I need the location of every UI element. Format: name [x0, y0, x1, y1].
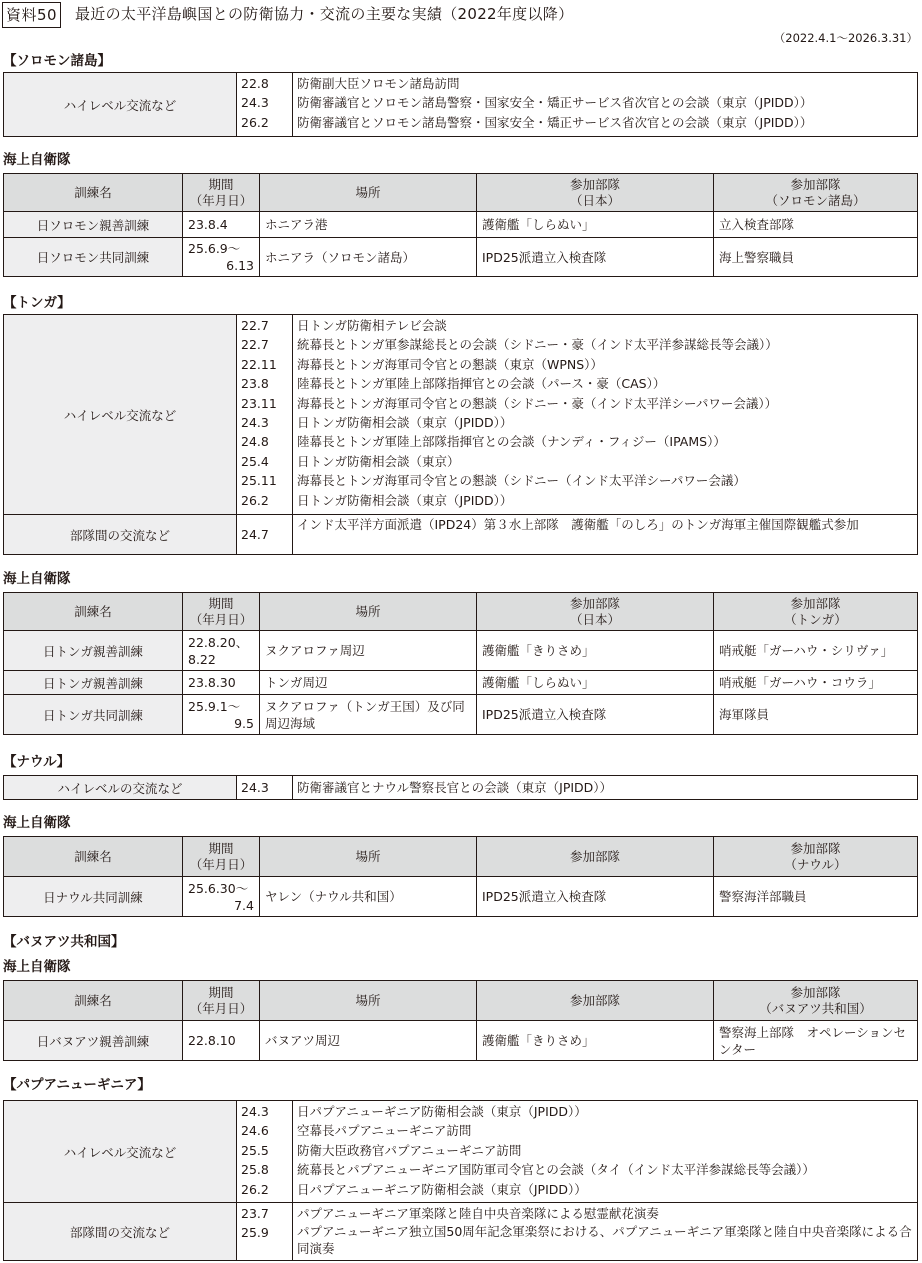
column-header-japan-units: 参加部隊	[477, 837, 714, 877]
date-list	[237, 73, 293, 137]
training-place: ホニアラ港	[260, 212, 477, 238]
event-item: 海幕長とトンガ海軍司令官との懇談（シドニー・豪（インド太平洋シーパワー会議））	[297, 395, 778, 411]
partner-units: 警察海上部隊 オペレーションセンター	[714, 1021, 918, 1061]
event-item: 日パプアニューギニア防衛相会談（東京（JPIDD））	[297, 1104, 587, 1119]
event-item: 防衛審議官とナウル警察長官との会談（東京（JPIDD））	[293, 776, 918, 800]
row-label: ハイレベル交流など	[4, 315, 237, 515]
row-label: 部隊間の交流など	[4, 515, 237, 555]
table-row	[4, 1101, 918, 1203]
event-list	[293, 1101, 918, 1203]
header-line: 参加部隊	[569, 595, 620, 611]
table-row	[4, 1203, 918, 1261]
date-range: （2022.4.1〜2026.3.31）	[773, 31, 918, 45]
date-list	[237, 1101, 293, 1203]
date-item: 23.11	[241, 395, 277, 411]
training-place: ホニアラ（ソロモン諸島）	[260, 238, 477, 277]
table-row	[4, 515, 918, 555]
period-line: 25.9.1〜	[188, 698, 241, 714]
date-list	[237, 1203, 293, 1261]
training-place: バヌアツ周辺	[260, 1021, 477, 1061]
training-name: 日ナウル共同訓練	[4, 877, 183, 917]
training-period	[183, 631, 260, 671]
table-row	[4, 315, 918, 515]
row-label: ハイレベル交流など	[4, 1101, 237, 1203]
table-row	[4, 238, 918, 277]
event-item: 防衛審議官とソロモン諸島警察・国家安全・矯正サービス省次官との会談（東京（JPIDD））	[297, 95, 813, 111]
document-header	[0, 0, 922, 30]
training-period	[183, 238, 260, 277]
event-list	[293, 73, 918, 137]
partner-units: 哨戒艇「ガーハウ・コウラ」	[714, 671, 918, 695]
period-line: 6.13	[226, 258, 254, 273]
date-item: 22.7	[241, 318, 269, 333]
date-item: 26.2	[241, 492, 269, 508]
date-item: 25.5	[241, 1142, 269, 1158]
event-item: 防衛副大臣ソロモン諸島訪問	[297, 76, 460, 91]
date-item: 22.11	[241, 356, 277, 372]
event-item: 海幕長とトンガ海軍司令官との懇談（東京（WPNS））	[297, 356, 603, 372]
header-line: 参加部隊	[569, 176, 620, 192]
header-line: 期間	[208, 595, 234, 611]
column-header-place: 場所	[260, 593, 477, 631]
row-label: ハイレベルの交流など	[4, 776, 237, 800]
training-place: トンガ周辺	[260, 671, 477, 695]
training-name: 日トンガ共同訓練	[4, 695, 183, 735]
event-item: 日トンガ防衛相会談（東京（JPIDD））	[297, 415, 513, 431]
column-header-name: 訓練名	[4, 593, 183, 631]
event-list	[293, 315, 918, 515]
table-row	[4, 1021, 918, 1061]
header-line: 参加部隊	[790, 984, 841, 1000]
header-line: （ソロモン諸島）	[765, 192, 866, 208]
event-item: 日パプアニューギニア防衛相会談（東京（JPIDD））	[297, 1181, 587, 1197]
training-period	[183, 1021, 260, 1061]
column-header-japan-units: 参加部隊	[477, 981, 714, 1021]
japan-units: 護衛艦「きりさめ」	[477, 631, 714, 671]
training-name: 日ソロモン親善訓練	[4, 212, 183, 238]
japan-units: 護衛艦「しらぬい」	[477, 212, 714, 238]
subsection-title-msdf: 海上自衛隊	[3, 815, 71, 831]
partner-units: 警察海洋部職員	[714, 877, 918, 917]
header-line: （年月日）	[189, 856, 253, 872]
period-line: 22.8.20、	[188, 634, 249, 650]
date-item: 25.8	[241, 1162, 269, 1178]
header-line: （年月日）	[189, 192, 253, 208]
header-line: （日本）	[569, 611, 620, 627]
partner-units: 立入検査部隊	[714, 212, 918, 238]
period-line: 23.8.30	[188, 675, 236, 690]
date-item: 24.3	[241, 1104, 269, 1119]
training-place: ヌクアロファ周辺	[260, 631, 477, 671]
event-item: 空幕長パプアニューギニア訪問	[297, 1123, 472, 1139]
event-item: 陸幕長とトンガ軍陸上部隊指揮官との会談（パース・豪（CAS））	[297, 376, 666, 392]
event-item: 陸幕長とトンガ軍陸上部隊指揮官との会談（ナンディ・フィジー（IPAMS））	[297, 434, 726, 450]
header-line: 参加部隊	[790, 595, 841, 611]
column-header-name: 訓練名	[4, 837, 183, 877]
date-item: 24.3	[237, 776, 293, 800]
date-item: 24.8	[241, 434, 269, 450]
header-line: 参加部隊	[790, 176, 841, 192]
subsection-title-msdf: 海上自衛隊	[3, 959, 71, 975]
event-item: 日トンガ防衛相テレビ会談	[297, 318, 447, 333]
header-line: 参加部隊	[790, 840, 841, 856]
header-line: （日本）	[569, 192, 620, 208]
png-exchange-table	[3, 1100, 918, 1261]
column-header-place: 場所	[260, 174, 477, 212]
date-item: 24.3	[241, 95, 269, 111]
column-header-japan-units	[477, 174, 714, 212]
table-row	[4, 877, 918, 917]
solomon-exchange-table	[3, 72, 918, 137]
table-row	[4, 212, 918, 238]
period-line: 7.4	[234, 897, 254, 913]
column-header-name: 訓練名	[4, 174, 183, 212]
training-name: 日トンガ親善訓練	[4, 671, 183, 695]
subsection-title-msdf: 海上自衛隊	[3, 571, 71, 587]
training-period	[183, 877, 260, 917]
column-header-period	[183, 593, 260, 631]
partner-units: 哨戒艇「ガーハウ・シリヴァ」	[714, 631, 918, 671]
nauru-exchange-table	[3, 775, 918, 800]
date-item: 22.7	[241, 337, 269, 353]
event-item: 防衛大臣政務官パプアニューギニア訪問	[297, 1142, 522, 1158]
table-row	[4, 73, 918, 137]
training-name: 日トンガ親善訓練	[4, 631, 183, 671]
header-line: （トンガ）	[784, 611, 847, 627]
japan-units: 護衛艦「きりさめ」	[477, 1021, 714, 1061]
training-period	[183, 695, 260, 735]
japan-units: IPD25派遣立入検査隊	[477, 238, 714, 277]
event-item: 日トンガ防衛相会談（東京）	[297, 453, 460, 469]
event-item: 統幕長とパプアニューギニア国防軍司令官との会談（タイ（インド太平洋参謀総長等会議））	[297, 1162, 815, 1178]
solomon-training-table	[3, 173, 918, 277]
event-item: パプアニューギニア独立国50周年記念軍楽祭における、パプアニューギニア軍楽隊と陸自中央音楽隊による合同演奏	[297, 1224, 912, 1257]
period-line: 23.8.4	[188, 217, 228, 232]
table-header-row	[4, 837, 918, 877]
column-header-period	[183, 174, 260, 212]
event-item: 日トンガ防衛相会談（東京（JPIDD））	[297, 492, 513, 508]
date-item: 22.8	[241, 76, 269, 91]
period-line: 25.6.30〜	[188, 880, 249, 896]
column-header-name: 訓練名	[4, 981, 183, 1021]
date-item: 24.6	[241, 1123, 269, 1139]
date-item: 25.4	[241, 453, 269, 469]
document-title: 最近の太平洋島嶼国との防衛協力・交流の主要な実績（2022年度以降）	[75, 5, 574, 23]
header-line: 期間	[208, 176, 234, 192]
header-line: （年月日）	[189, 611, 253, 627]
column-header-partner-units	[714, 174, 918, 212]
date-item: 24.3	[241, 415, 269, 431]
document-badge: 資料50	[2, 2, 61, 28]
event-list	[293, 515, 918, 555]
subsection-title-msdf: 海上自衛隊	[3, 152, 71, 168]
column-header-partner-units	[714, 837, 918, 877]
table-header-row	[4, 981, 918, 1021]
column-header-japan-units	[477, 593, 714, 631]
table-row	[4, 631, 918, 671]
tonga-training-table	[3, 592, 918, 735]
training-period	[183, 671, 260, 695]
tonga-exchange-table	[3, 314, 918, 555]
table-header-row	[4, 174, 918, 212]
nauru-training-table	[3, 836, 918, 917]
section-title-vanuatu: 【バヌアツ共和国】	[3, 934, 125, 950]
section-title-png: 【パプアニューギニア】	[3, 1077, 151, 1093]
column-header-period	[183, 981, 260, 1021]
section-title-tonga: 【トンガ】	[3, 295, 71, 311]
column-header-period	[183, 837, 260, 877]
japan-units: 護衛艦「しらぬい」	[477, 671, 714, 695]
date-item: 23.7	[241, 1206, 269, 1221]
period-line: 8.22	[188, 651, 216, 667]
training-place: ヌクアロファ（トンガ王国）及び同周辺海域	[260, 695, 477, 735]
date-item: 24.7	[237, 515, 293, 555]
event-item: 海幕長とトンガ海軍司令官との懇談（シドニー（インド太平洋シーパワー会議）	[297, 473, 746, 489]
section-title-solomon: 【ソロモン諸島】	[3, 53, 111, 69]
header-line: （バヌアツ共和国）	[759, 1000, 872, 1016]
japan-units: IPD25派遣立入検査隊	[477, 877, 714, 917]
column-header-place: 場所	[260, 981, 477, 1021]
section-title-nauru: 【ナウル】	[3, 754, 71, 770]
row-label: 部隊間の交流など	[4, 1203, 237, 1261]
column-header-place: 場所	[260, 837, 477, 877]
header-line: （ナウル）	[784, 856, 847, 872]
period-line: 25.6.9〜	[188, 241, 241, 256]
training-name: 日バヌアツ親善訓練	[4, 1021, 183, 1061]
header-line: 期間	[208, 840, 234, 856]
partner-units: 海上警察職員	[714, 238, 918, 277]
row-label: ハイレベル交流など	[4, 73, 237, 137]
japan-units: IPD25派遣立入検査隊	[477, 695, 714, 735]
period-line: 9.5	[234, 715, 254, 731]
training-name: 日ソロモン共同訓練	[4, 238, 183, 277]
event-list	[293, 1203, 918, 1261]
date-item: 26.2	[241, 1181, 269, 1197]
header-line: 期間	[208, 984, 234, 1000]
training-place: ヤレン（ナウル共和国）	[260, 877, 477, 917]
event-item: 防衛審議官とソロモン諸島警察・国家安全・矯正サービス省次官との会談（東京（JPIDD））	[297, 114, 813, 130]
table-row	[4, 671, 918, 695]
training-period	[183, 212, 260, 238]
column-header-partner-units	[714, 981, 918, 1021]
vanuatu-training-table	[3, 980, 918, 1061]
column-header-partner-units	[714, 593, 918, 631]
partner-units: 海軍隊員	[714, 695, 918, 735]
date-item: 23.8	[241, 376, 269, 392]
event-item: インド太平洋方面派遣（IPD24）第３水上部隊 護衛艦「のしろ」のトンガ海軍主催国際観艦式参加	[297, 517, 859, 532]
date-item: 25.9	[241, 1225, 269, 1241]
table-row	[4, 776, 918, 800]
table-header-row	[4, 593, 918, 631]
period-line: 22.8.10	[188, 1033, 236, 1048]
event-item: パプアニューギニア軍楽隊と陸自中央音楽隊による慰霊献花演奏	[297, 1206, 659, 1221]
header-line: （年月日）	[189, 1000, 253, 1016]
table-row	[4, 695, 918, 735]
date-item: 26.2	[241, 114, 269, 130]
event-item: 統幕長とトンガ軍参謀総長との会談（シドニー・豪（インド太平洋参謀総長等会議））	[297, 337, 778, 353]
date-list	[237, 315, 293, 515]
date-item: 25.11	[241, 473, 277, 489]
